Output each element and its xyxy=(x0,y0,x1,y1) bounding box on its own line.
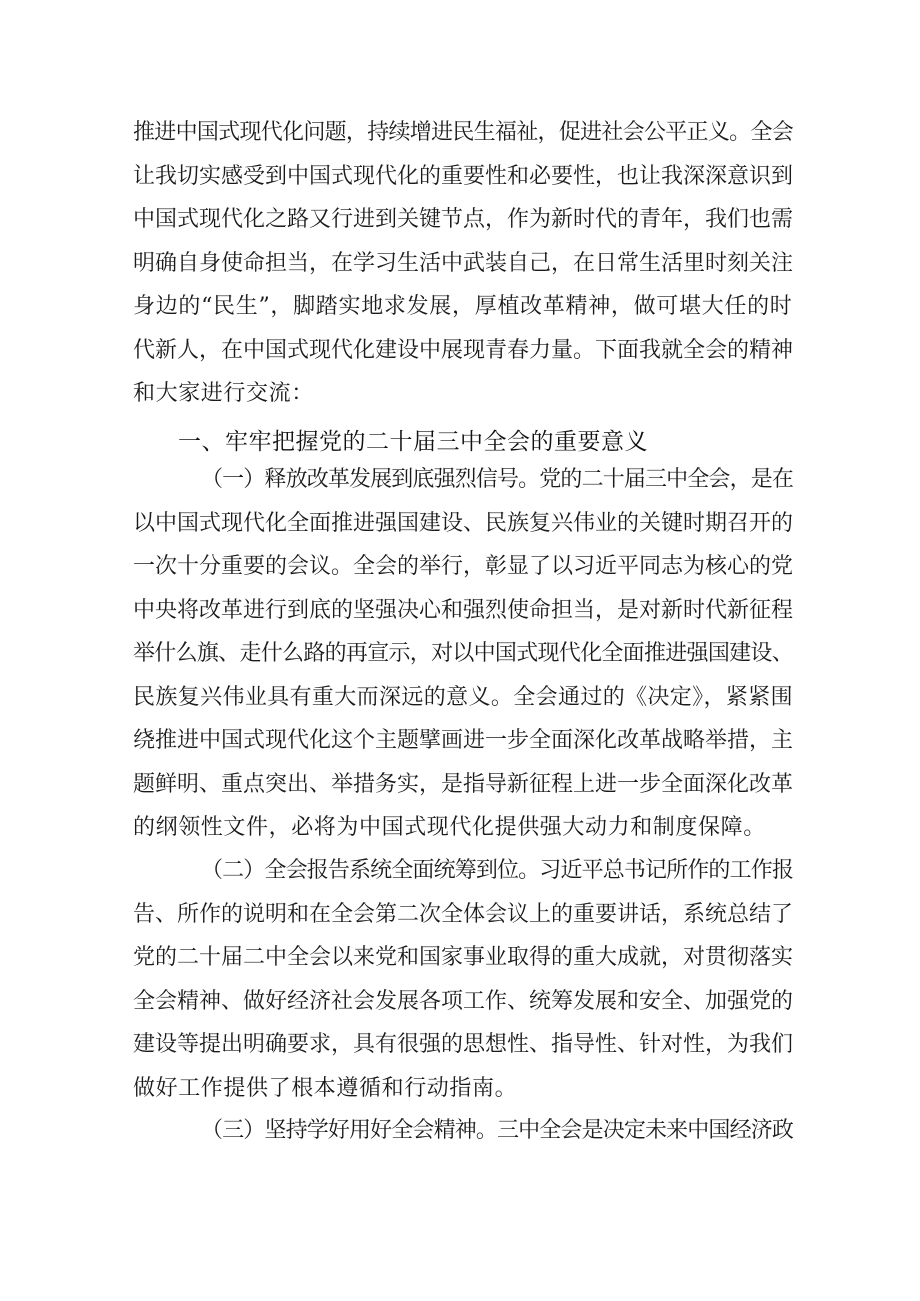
text-line: 推进中国式现代化问题，持续增进民生福祉，促进社会公平正义。全会 xyxy=(133,120,793,145)
text-line: 身边的“民生”，脚踏实地求发展，厚植改革精神，做可堪大任的时 xyxy=(133,294,793,319)
text-line: 中央将改革进行到底的坚强决心和强烈使命担当，是对新时代新征程 xyxy=(133,597,793,623)
text-line: 明确自身使命担当，在学习生活中武装自己，在日常生活里时刻关注 xyxy=(133,250,793,276)
section-heading: 一、牢牢把握党的二十届三中全会的重要意义 xyxy=(178,429,648,455)
text-line: 告、所作的说明和在全会第二次全体会议上的重要讲话，系统总结了 xyxy=(133,901,793,927)
text-line: 党的二十届二中全会以来党和国家事业取得的重大成就，对贯彻落实 xyxy=(133,945,793,970)
text-line: 建设等提出明确要求，具有很强的思想性、指导性、针对性，为我们 xyxy=(133,1032,793,1057)
text-line: 题鲜明、重点突出、举措务实，是指导新征程上进一步全面深化改革 xyxy=(133,771,793,797)
text-line: 做好工作提供了根本遵循和行动指南。 xyxy=(133,1075,518,1101)
intro-paragraph xyxy=(133,111,793,416)
paragraph-2 xyxy=(133,849,793,1110)
text-line: （一）释放改革发展到底强烈信号。党的二十届三中全会，是在 xyxy=(201,467,793,492)
text-line: 的纲领性文件，必将为中国式现代化提供强大动力和制度保障。 xyxy=(133,815,766,840)
text-line: 举什么旗、走什么路的再宣示，对以中国式现代化全面推进强国建设、 xyxy=(133,641,793,666)
text-line: 一次十分重要的会议。全会的举行，彰显了以习近平同志为核心的党 xyxy=(133,554,793,579)
text-line: 全会精神、做好经济社会发展各项工作、统筹发展和安全、加强党的 xyxy=(133,988,793,1014)
text-line: （三）坚持学好用好全会精神。三中全会是决定未来中国经济政 xyxy=(201,1118,793,1143)
paragraph-3 xyxy=(133,1109,793,1153)
text-line: 以中国式现代化全面推进强国建设、民族复兴伟业的关键时期召开的 xyxy=(133,510,793,536)
text-line: 和大家进行交流： xyxy=(133,381,314,406)
text-line: 让我切实感受到中国式现代化的重要性和必要性，也让我深深意识到 xyxy=(133,163,793,189)
text-line: （二）全会报告系统全面统筹到位。习近平总书记所作的工作报 xyxy=(201,858,793,883)
text-line: 代新人，在中国式现代化建设中展现青春力量。下面我就全会的精神 xyxy=(133,337,793,363)
paragraph-1 xyxy=(133,458,793,850)
text-line: 中国式现代化之路又行进到关键节点，作为新时代的青年，我们也需 xyxy=(133,207,793,232)
text-line: 绕推进中国式现代化这个主题擘画进一步全面深化改革战略举措，主 xyxy=(133,728,793,753)
text-line: 民族复兴伟业具有重大而深远的意义。全会通过的《决定》，紧紧围 xyxy=(133,684,793,710)
